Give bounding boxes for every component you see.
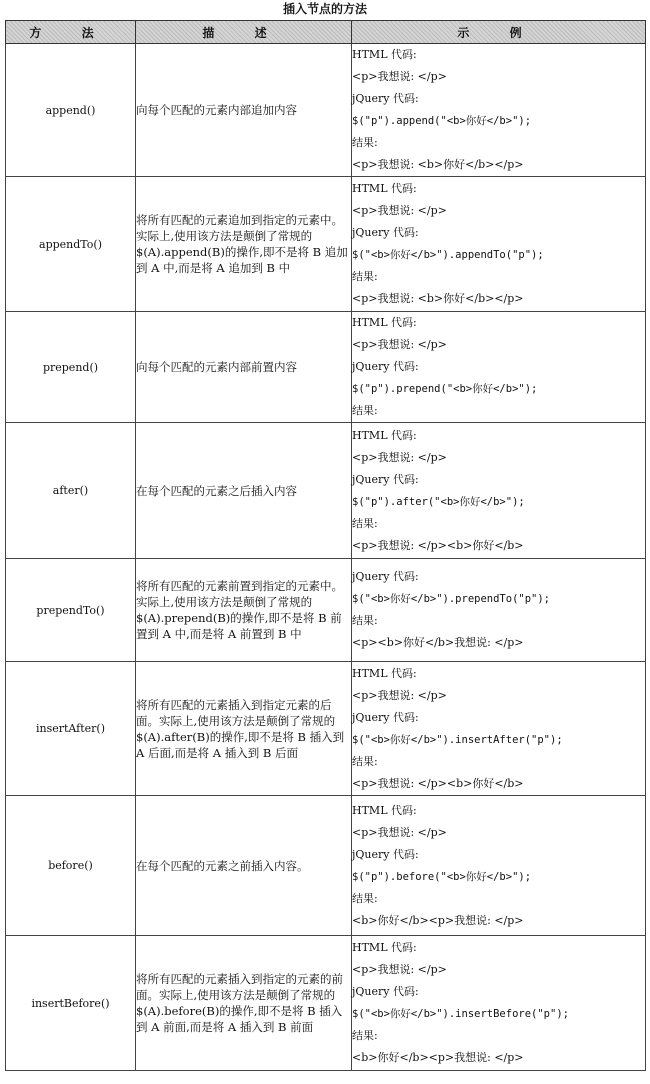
example-line: HTML 代码: <box>352 666 417 680</box>
example-line: jQuery 代码: <box>352 710 419 724</box>
method-name: after() <box>6 423 136 559</box>
table-row <box>6 662 646 796</box>
method-description: 将所有匹配的元素插入到指定的元素的前面。实际上,使用该方法是颠倒了常规的$(A).before(B)的操作,即不是将 B 插入到 A 前面,而是将 A 插入到 B 前面 <box>136 936 352 1071</box>
example-line: <p>我想说: </p><b>你好</b> <box>352 776 524 790</box>
table-row <box>6 559 646 662</box>
method-name: appendTo() <box>6 177 136 312</box>
example-line: 结果: <box>352 404 378 417</box>
example-code-line: $("<b>你好</b>").prependTo("p"); <box>352 593 551 605</box>
example-code-line: $("<b>你好</b>").appendTo("p"); <box>352 249 544 261</box>
example-line: <p>我想说: </p> <box>352 70 447 83</box>
example-code-line: $("p").append("<b>你好</b>"); <box>352 115 532 127</box>
header-description: 描 述 <box>136 21 352 44</box>
example-line: 结果: <box>352 614 378 627</box>
example-line: jQuery 代码: <box>352 360 419 373</box>
example-line: <p>我想说: <b>你好</b></p> <box>352 292 524 305</box>
example-line: <p>我想说: </p> <box>352 825 447 839</box>
example-line: jQuery 代码: <box>352 472 419 486</box>
method-description: 将所有匹配的元素前置到指定的元素中。实际上,使用该方法是颠倒了常规的$(A).prepend(B)的操作,即不是将 B 前置到 A 中,而是将 A 前置到 B 中 <box>136 559 352 662</box>
method-name: prepend() <box>6 312 136 423</box>
example-line: <p>我想说: </p> <box>352 204 447 217</box>
example-line: <p>我想说: </p><b>你好</b> <box>352 538 524 552</box>
header-example: 示 例 <box>352 21 646 44</box>
example-line: <p>我想说: <b>你好</b></p> <box>352 158 524 171</box>
method-description: 向每个匹配的元素内部前置内容 <box>136 312 352 423</box>
method-name: insertAfter() <box>6 662 136 796</box>
method-name: append() <box>6 44 136 177</box>
example-code-line: $("p").prepend("<b>你好</b>"); <box>352 383 538 395</box>
example-line: <p><b>你好</b>我想说: </p> <box>352 636 524 649</box>
table-row <box>6 936 646 1071</box>
method-example <box>352 796 646 936</box>
example-line: HTML 代码: <box>352 48 417 61</box>
example-line: HTML 代码: <box>352 428 417 442</box>
example-line: <p>我想说: </p> <box>352 688 447 702</box>
method-description: 在每个匹配的元素之后插入内容 <box>136 423 352 559</box>
example-line: jQuery 代码: <box>352 847 419 861</box>
method-example <box>352 312 646 423</box>
example-code-line: $("<b>你好</b>").insertBefore("p"); <box>352 1008 569 1020</box>
example-line: <b>你好</b><p>我想说: </p> <box>352 1051 524 1064</box>
method-description: 将所有匹配的元素追加到指定的元素中。实际上,使用该方法是颠倒了常规的$(A).append(B)的操作,即不是将 B 追加到 A 中,而是将 A 追加到 B 中 <box>136 177 352 312</box>
method-example <box>352 936 646 1071</box>
method-description: 在每个匹配的元素之前插入内容。 <box>136 796 352 936</box>
table-row <box>6 312 646 423</box>
example-line: 结果: <box>352 891 378 905</box>
example-code-line: $("p").before("<b>你好</b>"); <box>352 870 532 883</box>
example-line: 结果: <box>352 136 378 149</box>
table-row <box>6 423 646 559</box>
method-example <box>352 44 646 177</box>
example-line: HTML 代码: <box>352 803 417 817</box>
method-description: 将所有匹配的元素插入到指定元素的后面。实际上,使用该方法是颠倒了常规的$(A).after(B)的操作,即不是将 B 插入到 A 后面,而是将 A 插入到 B 后面 <box>136 662 352 796</box>
table-row <box>6 177 646 312</box>
example-code-line: $("<b>你好</b>").insertAfter("p"); <box>352 733 563 746</box>
methods-table <box>5 20 646 1071</box>
example-line: 结果: <box>352 754 378 768</box>
example-line: <p>我想说: </p> <box>352 450 447 464</box>
example-line: jQuery 代码: <box>352 226 419 239</box>
table-row <box>6 796 646 936</box>
header-method: 方 法 <box>6 21 136 44</box>
example-line: jQuery 代码: <box>352 92 419 105</box>
method-example <box>352 423 646 559</box>
method-example <box>352 662 646 796</box>
example-line: 结果: <box>352 270 378 283</box>
table-header-row <box>6 21 646 44</box>
example-line: HTML 代码: <box>352 182 417 195</box>
example-line: <p>我想说: </p> <box>352 963 447 976</box>
example-line: 结果: <box>352 516 378 530</box>
example-line: 结果: <box>352 1029 378 1042</box>
example-line: HTML 代码: <box>352 941 417 954</box>
page-title: 插入节点的方法 <box>282 2 367 16</box>
method-name: insertBefore() <box>6 936 136 1071</box>
table-body <box>6 44 646 1071</box>
example-line: <b>你好</b><p>我想说: </p> <box>352 913 524 927</box>
example-line: jQuery 代码: <box>352 570 419 583</box>
method-example <box>352 177 646 312</box>
example-line: HTML 代码: <box>352 316 417 329</box>
method-example <box>352 559 646 662</box>
table-row <box>6 44 646 177</box>
example-line: jQuery 代码: <box>352 985 419 998</box>
example-line: <p>我想说: </p> <box>352 338 447 351</box>
example-code-line: $("p").after("<b>你好</b>"); <box>352 495 525 508</box>
method-name: prependTo() <box>6 559 136 662</box>
method-description: 向每个匹配的元素内部追加内容 <box>136 44 352 177</box>
method-name: before() <box>6 796 136 936</box>
